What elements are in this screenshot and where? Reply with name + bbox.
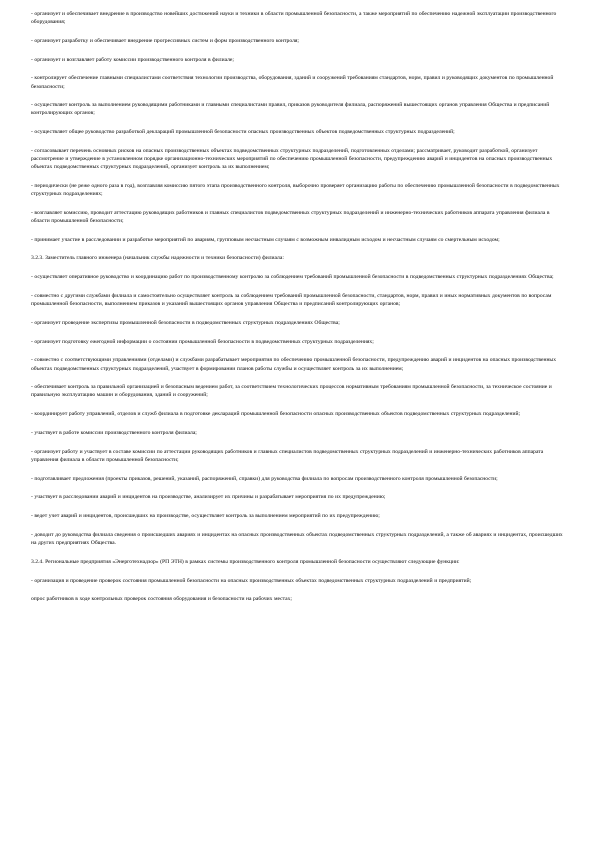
paragraph-10: - принимает участие в расследовании и разработке мероприятий по авариям, групповым несчастным случаям с возможным инвалидным исходом и несчастным случаям со смертельным исходом; bbox=[31, 236, 500, 243]
paragraph-4: - контролирует обеспечение главными специалистами соответствия технологии производства, оборудования, зданий и сооружений требованиям стандартов, норм, правил и руководящих документов по промышленной безопасности; bbox=[31, 75, 554, 90]
section-heading-3-2-4: 3.2.4. Региональные предприятия «Энерготехнадзор» (РП ЭТН) в рамках системы производственного контроля промышленной безопасности осуществляют следующие функции: bbox=[31, 558, 460, 565]
paragraph-14: - организует проведение экспертизы промышленной безопасности в подведомственных структурных подразделениях Общества; bbox=[31, 319, 340, 326]
paragraph-19: - участвует в работе комиссии производственного контроля филиала; bbox=[31, 430, 197, 436]
paragraph-18: - координирует работу управлений, отделов и служб филиала в подготовке деклараций промышленной безопасности опасных производственных объектов подведомственных структурных подразделений; bbox=[31, 411, 521, 418]
paragraph-1: - организует и обеспечивает внедрение в производство новейших достижений науки и техники в области промышленной безопасности, а также мероприятий по обеспечению надежной эксплуатации производственного оборудования; bbox=[31, 11, 557, 26]
paragraph-26: - организация и проведение проверок состояния промышленной безопасности на опасных производственных объектах подведомственных структурных подразделений и предприятий; bbox=[31, 577, 472, 584]
paragraph-5: - осуществляет контроль за выполнением руководящими работниками и главными специалистами правил, приказов руководителя филиала, распоряжений вышестоящих органов управления Общества и предписаний контролирующих органов; bbox=[31, 102, 550, 117]
paragraph-2: - организует разработку и обеспечивает внедрение прогрессивных систем и форм производственного контроля; bbox=[31, 37, 299, 44]
paragraph-24: - доводит до руководства филиала сведения о происшедших авариях и инцидентах на опасных производственных объектах подведомственных структурных подразделений, а также об авариях и инцидентах, происшедших на других предприятиях Общества. bbox=[31, 532, 563, 547]
paragraph-17: - обеспечивает контроль за правильной организацией и безопасным ведением работ, за соответствием технологических процессов нормативным требованиям промышленной безопасности, за техническое состояние и правильную эксплуатацию машин и оборудования, зданий и сооружений; bbox=[31, 384, 552, 399]
paragraph-21: - подготавливает предложения (проекты приказов, решений, указаний, распоряжений, справки) для руководства филиала по вопросам производственного контроля промышленной безопасности; bbox=[31, 475, 498, 482]
paragraph-23: - ведет учет аварий и инцидентов, происшедших на производстве, осуществляет контроль за выполнением мероприятий по их предупреждению; bbox=[31, 513, 380, 520]
paragraph-13: - совместно с другими службами филиала и самостоятельно осуществляет контроль за соблюдением требований промышленной безопасности, стандартов, норм, правил и иных нормативных документов по вопросам промышленной безопасности, выполнением приказов и указаний вышестоящих органов управления Общества и предписаний контролирующих органов; bbox=[31, 293, 552, 308]
paragraph-15: - организует подготовку ежегодной информации о состоянии промышленной безопасности в подведомственных структурных подразделениях; bbox=[31, 338, 374, 345]
paragraph-6: - осуществляет общее руководство разработкой деклараций промышленной безопасности опасных производственных объектов подведомственных структурных подразделений; bbox=[31, 129, 455, 136]
paragraph-3: - организует и возглавляет работу комиссии производственного контроля в филиале; bbox=[31, 56, 234, 63]
section-heading-3-2-3: 3.2.3. Заместитель главного инженера (начальник службы надежности и техники безопасности) филиала: bbox=[31, 255, 284, 262]
paragraph-12: - осуществляет оперативное руководство и координацию работ по производственному контролю за соблюдением требований промышленной безопасности в подведомственных структурных подразделениях Общества; bbox=[31, 274, 554, 281]
paragraph-9: - возглавляет комиссию, проводит аттестацию руководящих работников и главных специалистов подведомственных структурных подразделений и инженерно-технических работников аппарата управления филиала в области промышленной безопасности; bbox=[31, 209, 550, 224]
paragraph-27: опрос работников в ходе контрольных проверок состояния оборудования и безопасности на рабочих местах; bbox=[31, 596, 292, 603]
paragraph-20: - организует работу и участвует в составе комиссии по аттестации руководящих работников и главных специалистов подведомственных структурных подразделений и инженерно-технических работников аппарата управления филиала в области промышленной безопасности; bbox=[31, 448, 544, 463]
paragraph-16: - совместно с соответствующими управлениями (отделами) и службами разрабатывает мероприятия по обеспечению промышленной безопасности, предупреждению аварий и инцидентов на опасных производственных объектах подведомственных структурных подразделений, участвует в формировании планов работы службы и осуществляет контроль за их выполнением; bbox=[31, 357, 556, 372]
paragraph-7: - согласовывает перечень основных рисков на опасных производственных объектах подведомственных структурных подразделений, подготовленных отделами; рассматривает, руководит разработкой, организует рассмотрение и утверждение в установленном порядке организационно-технических мероприятий по обеспечению промышленной безопасности, предупреждению аварий и инцидентов на опасных производственных объектах подведомственных структурных подразделений, организует контроль за их выполнением; bbox=[31, 147, 553, 171]
paragraph-8: - периодически (не реже одного раза в год), возглавляя комиссию пятого этапа производственного контроля, выборочно проверяет организацию работы по обеспечению промышленной безопасности в подведомственных структурных подразделениях; bbox=[31, 182, 560, 198]
paragraph-22: - участвует в расследовании аварий и инцидентов на производстве, анализирует их причины и разрабатывает мероприятия по их предупреждению; bbox=[31, 494, 386, 501]
